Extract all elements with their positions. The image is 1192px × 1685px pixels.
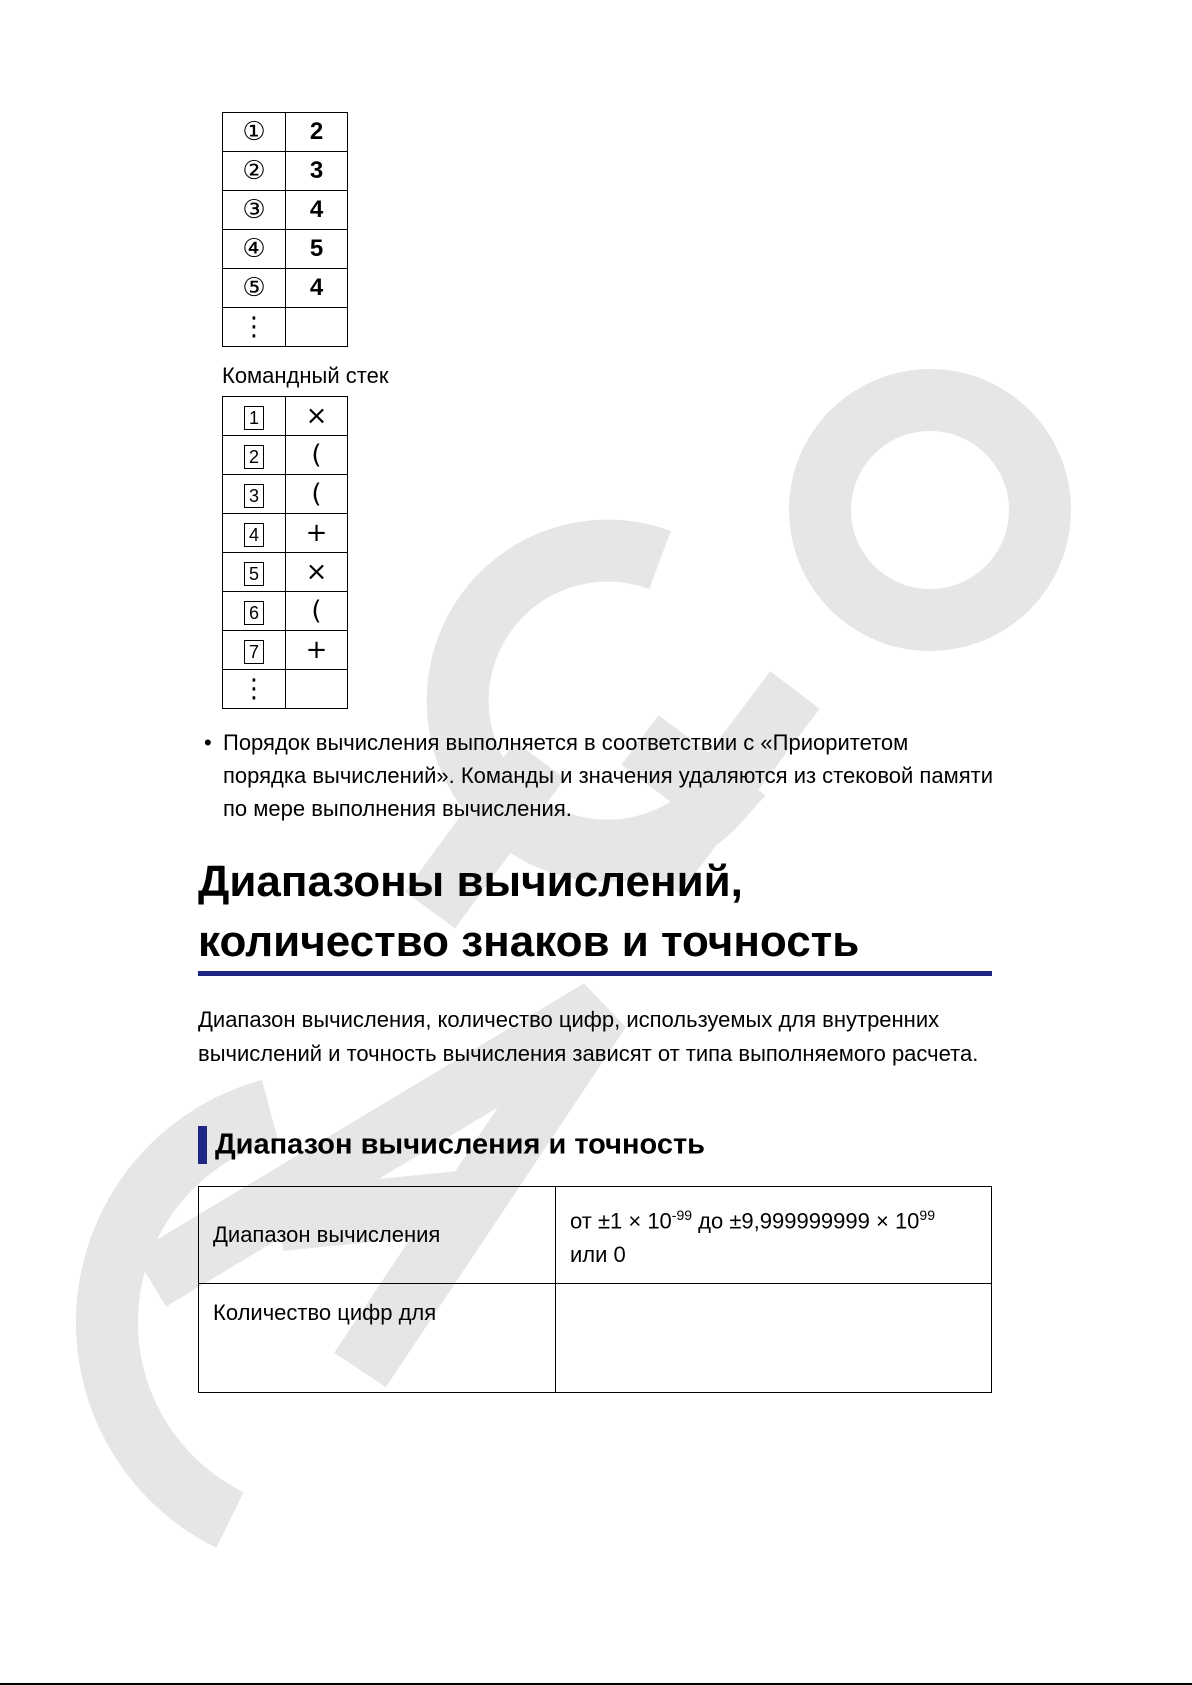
value-stack-row	[223, 230, 348, 269]
section-heading	[198, 852, 998, 972]
stack-command: ×	[286, 553, 348, 592]
bullet-mark: •	[204, 730, 212, 755]
stack-command: (	[286, 436, 348, 475]
stack-value	[286, 308, 348, 347]
stack-index	[223, 553, 286, 592]
stack-index	[223, 475, 286, 514]
stack-command: +	[286, 631, 348, 670]
heading-underline	[198, 971, 992, 976]
table-row	[199, 1284, 992, 1393]
stack-index	[223, 514, 286, 553]
range-suffix: или 0	[570, 1242, 626, 1268]
digits-value	[556, 1284, 992, 1393]
exponent: -99	[671, 1206, 693, 1223]
value-stack-row	[223, 113, 348, 152]
range-value	[556, 1187, 992, 1284]
subsection-title: Диапазон вычисления и точность	[215, 1128, 706, 1161]
stack-index: ②	[223, 152, 286, 191]
boxed-number: 6	[244, 601, 264, 625]
stack-index	[223, 397, 286, 436]
command-stack-row	[223, 514, 348, 553]
stack-index: ④	[223, 230, 286, 269]
vertical-ellipsis: ⋮	[223, 670, 286, 709]
range-table	[198, 1186, 992, 1393]
boxed-number: 1	[244, 406, 264, 430]
note-bullet	[204, 726, 994, 825]
value-stack-row	[223, 269, 348, 308]
stack-command: (	[286, 592, 348, 631]
stack-index: ①	[223, 113, 286, 152]
command-stack-label: Командный стек	[222, 363, 389, 388]
boxed-number: 2	[244, 445, 264, 469]
command-stack-row	[223, 553, 348, 592]
stack-command: (	[286, 475, 348, 514]
boxed-number: 3	[244, 484, 264, 508]
digits-label: Количество цифр для	[199, 1284, 556, 1393]
command-stack-row	[223, 592, 348, 631]
value-stack-table	[222, 112, 348, 347]
exponent: 99	[919, 1206, 935, 1223]
heading-line-1: Диапазоны вычислений,	[198, 857, 743, 906]
stack-command	[286, 670, 348, 709]
value-stack-row	[223, 308, 348, 347]
stack-value: 4	[286, 191, 348, 230]
command-stack-row	[223, 631, 348, 670]
stack-value: 5	[286, 230, 348, 269]
stack-value: 3	[286, 152, 348, 191]
stack-index: ③	[223, 191, 286, 230]
table-row	[199, 1187, 992, 1284]
subsection-heading	[198, 1126, 705, 1164]
stack-index	[223, 436, 286, 475]
boxed-number: 5	[244, 562, 264, 586]
note-text: Порядок вычисления выполняется в соответствии с «Приоритетом порядка вычислений». Команды и значения удаляются из стековой памяти по мере выполнения вычисления.	[223, 730, 993, 821]
stack-value: 4	[286, 269, 348, 308]
vertical-ellipsis: ⋮	[223, 308, 286, 347]
command-stack-row	[223, 670, 348, 709]
command-stack-row	[223, 475, 348, 514]
boxed-number: 4	[244, 523, 264, 547]
command-stack-table	[222, 396, 348, 709]
command-stack-row	[223, 436, 348, 475]
stack-index: ⑤	[223, 269, 286, 308]
stack-command: ×	[286, 397, 348, 436]
range-label: Диапазон вычисления	[199, 1187, 556, 1284]
range-mid: до ±9,999999999 × 10	[692, 1208, 920, 1234]
command-stack-row	[223, 397, 348, 436]
stack-value: 2	[286, 113, 348, 152]
boxed-number: 7	[244, 640, 264, 664]
stack-index	[223, 592, 286, 631]
range-prefix: от ±1 × 10	[570, 1208, 672, 1234]
stack-index	[223, 631, 286, 670]
heading-accent-bar	[198, 1126, 207, 1164]
value-stack-row	[223, 191, 348, 230]
stack-command: +	[286, 514, 348, 553]
intro-paragraph: Диапазон вычисления, количество цифр, используемых для внутренних вычислений и точность вычисления зависят от типа выполняемого расчета.	[198, 1007, 979, 1066]
heading-line-2: количество знаков и точность	[198, 917, 860, 966]
value-stack-row	[223, 152, 348, 191]
